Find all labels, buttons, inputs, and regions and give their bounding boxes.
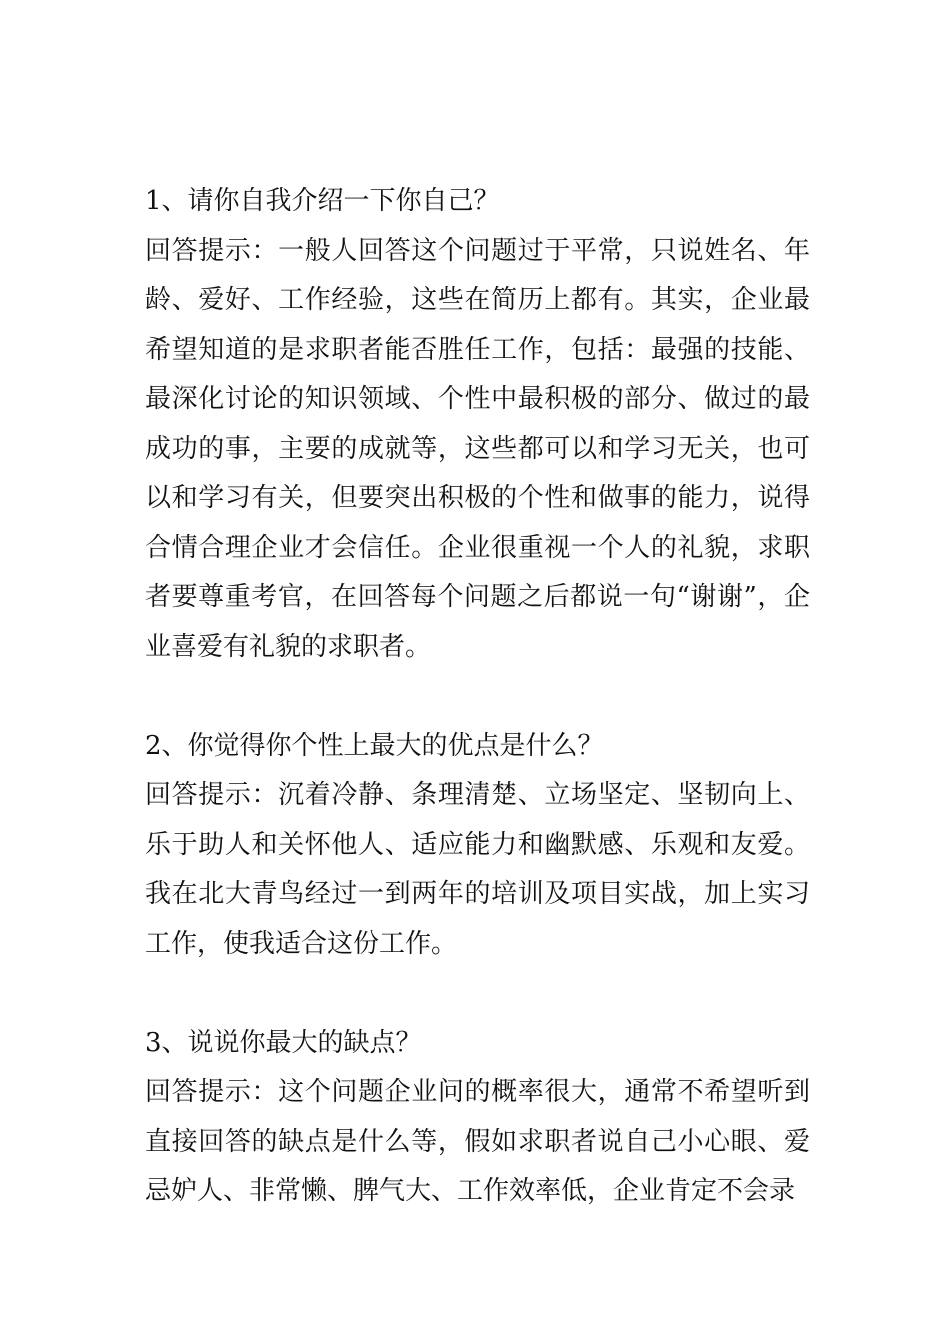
answer-3: 回答提示：这个问题企业问的概率很大，通常不希望听到直接回答的缺点是什么等，假如求职者说自己小心眼、爱忌妒人、非常懒、脾气大、工作效率低，企业肯定不会录 — [145, 1077, 810, 1206]
answer-2: 回答提示：沉着冷静、条理清楚、立场坚定、坚韧向上、乐于助人和关怀他人、适应能力和幽默感、乐观和友爱。我在北大青鸟经过一到两年的培训及项目实战，加上实习工作，使我适合这份工作。 — [145, 780, 810, 959]
qa-section-2 — [145, 722, 810, 970]
question-3: 3、说说你最大的缺点？ — [145, 1027, 422, 1058]
qa-section-1 — [145, 177, 810, 672]
qa-section-3 — [145, 1019, 810, 1217]
question-2: 2、你觉得你个性上最大的优点是什么？ — [145, 730, 604, 761]
document-body — [145, 177, 810, 1217]
section-spacer — [145, 672, 810, 722]
answer-1: 回答提示：一般人回答这个问题过于平常，只说姓名、年龄、爱好、工作经验，这些在简历上都有。其实，企业最希望知道的是求职者能否胜任工作，包括：最强的技能、最深化讨论的知识领域、个性中最积极的部分、做过的最成功的事，主要的成就等，这些都可以和学习无关，也可以和学习有关，但要突出积极的个性和做事的能力，说得合情合理企业才会信任。企业很重视一个人的礼貌，求职者要尊重考官，在回答每个问题之后都说一句“谢谢”，企业喜爱有礼貌的求职者。 — [145, 235, 810, 662]
section-spacer — [145, 969, 810, 1019]
question-1: 1、请你自我介绍一下你自己？ — [145, 186, 500, 216]
